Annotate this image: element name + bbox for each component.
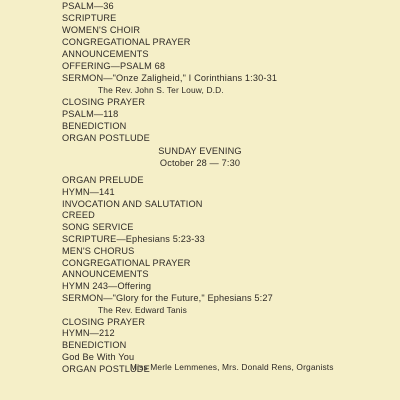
program-item: ORGAN POSTLUDE [62,363,150,374]
minister-name: The Rev. Edward Tanis [98,304,187,315]
program-item: CONGREGATIONAL PRAYER [62,37,191,47]
program-item: MEN'S CHORUS [62,245,135,256]
program-item: CLOSING PRAYER [62,316,146,327]
evening-service-date-time: October 28 — 7:30 [159,158,241,168]
program-item: HYMN—141 [62,186,115,197]
program-item: WOMEN'S CHOIR [62,25,141,35]
program-item: INVOCATION AND SALUTATION [62,198,203,209]
program-item: OFFERING—PSALM 68 [62,61,166,71]
program-item: HYMN—212 [62,328,115,339]
program-item: CREED [62,210,95,221]
program-item: ANNOUNCEMENTS [62,49,149,59]
program-item: ANNOUNCEMENTS [62,269,149,280]
evening-service-title: SUNDAY EVENING [158,146,242,156]
program-item: PSALM—118 [62,109,119,119]
program-item: HYMN 243—Offering [62,281,152,292]
organists-credit: Miss Merle Lemmenes, Mrs. Donald Rens, Organists [130,362,334,372]
program-item: CLOSING PRAYER [62,97,146,107]
program-item: SONG SERVICE [62,222,134,233]
program-item: ORGAN POSTLUDE [62,133,150,143]
program-item: SERMON—"Glory for the Future," Ephesians 5:27 [62,293,273,303]
program-item: BENEDICTION [62,340,127,351]
minister-name: The Rev. John S. Ter Louw, D.D. [98,85,224,95]
program-item: CONGREGATIONAL PRAYER [62,257,191,268]
program-item: God Be With You [62,352,135,362]
program-item: PSALM—36 [62,1,114,11]
program-item: SCRIPTURE—Ephesians 5:23-33 [62,234,205,244]
program-item: ORGAN PRELUDE [62,175,144,185]
program-item: SERMON—"Onze Zaligheid," I Corinthians 1:30-31 [62,73,278,83]
program-item: SCRIPTURE [62,13,117,23]
program-item: BENEDICTION [62,121,127,131]
